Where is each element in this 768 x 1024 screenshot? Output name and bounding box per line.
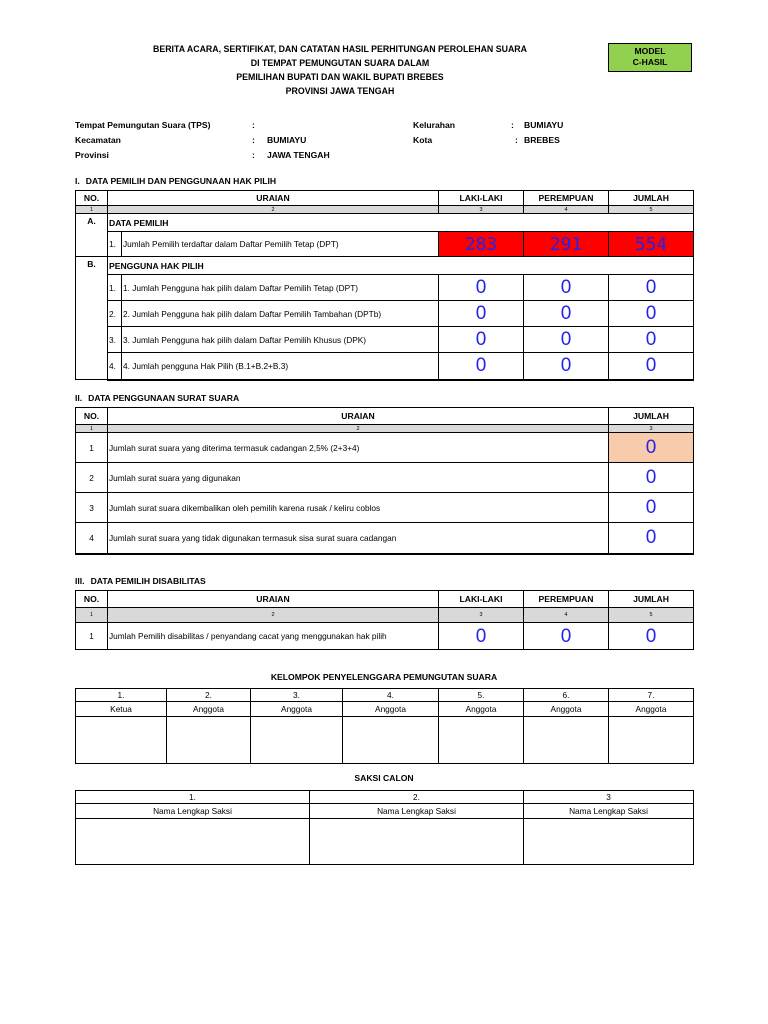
provinsi-label: Provinsi bbox=[75, 150, 109, 160]
row-description: Jumlah surat suara dikembalikan oleh pemilih karena rusak / keliru coblos bbox=[108, 493, 609, 523]
header-no: NO. bbox=[76, 191, 108, 206]
section-1-number: I. bbox=[75, 176, 80, 186]
section-2-heading bbox=[75, 392, 239, 404]
header-uraian: URAIAN bbox=[108, 591, 439, 608]
kpps-number-row bbox=[76, 689, 694, 702]
voter-data-table bbox=[75, 190, 694, 381]
saksi-table bbox=[75, 790, 694, 865]
column-number: 5 bbox=[609, 206, 694, 214]
column-number: 3 bbox=[439, 206, 524, 214]
saksi-signature-cell bbox=[76, 819, 310, 865]
group-b-header-row bbox=[76, 257, 694, 275]
kpps-member-role: Anggota bbox=[251, 702, 343, 717]
column-number: 1 bbox=[76, 206, 108, 214]
header-no: NO. bbox=[76, 591, 108, 608]
laki-laki-value: 0 bbox=[439, 353, 524, 380]
kpps-member-number: 7. bbox=[609, 689, 694, 702]
group-a-header-row bbox=[76, 214, 694, 232]
group-a-label: DATA PEMILIH bbox=[108, 214, 694, 232]
column-number: 2 bbox=[108, 608, 439, 623]
kpps-member-number: 5. bbox=[439, 689, 524, 702]
kpps-signature-cell bbox=[524, 717, 609, 764]
saksi-number: 1. bbox=[76, 791, 310, 804]
kpps-signature-cell bbox=[251, 717, 343, 764]
kpps-member-number: 1. bbox=[76, 689, 167, 702]
table-header-row bbox=[76, 191, 694, 206]
table-row bbox=[76, 463, 694, 493]
section-2-title: DATA PENGGUNAAN SURAT SUARA bbox=[88, 393, 240, 403]
kpps-table bbox=[75, 688, 694, 764]
kpps-member-role: Anggota bbox=[167, 702, 251, 717]
table-row bbox=[76, 623, 694, 650]
header-uraian: URAIAN bbox=[108, 191, 439, 206]
saksi-name-label: Nama Lengkap Saksi bbox=[76, 804, 310, 819]
jumlah-value: 0 bbox=[609, 301, 694, 327]
row-description: Jumlah Pemilih terdaftar dalam Daftar Pemilih Tetap (DPT) bbox=[122, 232, 439, 257]
saksi-title: SAKSI CALON bbox=[354, 773, 414, 783]
ballots-returned-value: 0 bbox=[609, 493, 694, 523]
laki-laki-value: 0 bbox=[439, 301, 524, 327]
kpps-member-number: 2. bbox=[167, 689, 251, 702]
jumlah-value: 0 bbox=[609, 275, 694, 301]
perempuan-value: 0 bbox=[524, 275, 609, 301]
title-line-4: PROVINSI JAWA TENGAH bbox=[285, 86, 395, 96]
section-3-number: III. bbox=[75, 576, 85, 586]
kpps-member-role: Ketua bbox=[76, 702, 167, 717]
jumlah-value: 0 bbox=[609, 623, 694, 650]
title-line-2: DI TEMPAT PEMUNGUTAN SUARA DALAM bbox=[250, 58, 430, 68]
kpps-member-role: Anggota bbox=[524, 702, 609, 717]
kecamatan-separator: : bbox=[252, 135, 255, 145]
header-perempuan: PEREMPUAN bbox=[524, 591, 609, 608]
column-number: 2 bbox=[108, 206, 439, 214]
column-number: 4 bbox=[524, 206, 609, 214]
table-row bbox=[76, 433, 694, 463]
saksi-name-label: Nama Lengkap Saksi bbox=[310, 804, 524, 819]
kecamatan-label: Kecamatan bbox=[75, 135, 121, 145]
title-line-3: PEMILIHAN BUPATI DAN WAKIL BUPATI BREBES bbox=[236, 72, 444, 82]
perempuan-value: 0 bbox=[524, 623, 609, 650]
saksi-number: 3 bbox=[524, 791, 694, 804]
column-number: 3 bbox=[439, 608, 524, 623]
saksi-number-row bbox=[76, 791, 694, 804]
table-row bbox=[76, 275, 694, 301]
saksi-signature-cell bbox=[524, 819, 694, 865]
laki-laki-value: 0 bbox=[439, 623, 524, 650]
kota-label: Kota bbox=[413, 135, 433, 145]
tps-separator: : bbox=[252, 120, 255, 130]
jumlah-value: 0 bbox=[609, 327, 694, 353]
kpps-member-number: 4. bbox=[343, 689, 439, 702]
column-number: 5 bbox=[609, 608, 694, 623]
kpps-title: KELOMPOK PENYELENGGARA PEMUNGUTAN SUARA bbox=[270, 672, 498, 682]
kpps-signature-cell bbox=[439, 717, 524, 764]
row-description: 1. Jumlah Pengguna hak pilih dalam Daftar Pemilih Tetap (DPT) bbox=[122, 275, 439, 301]
row-number: 4 bbox=[76, 523, 108, 554]
row-sub-number: 1. bbox=[108, 232, 122, 257]
row-sub-number: 3. bbox=[108, 327, 122, 353]
row-number: 1 bbox=[76, 433, 108, 463]
group-a-code: A. bbox=[76, 214, 108, 257]
kecamatan-value: BUMIAYU bbox=[267, 135, 307, 145]
section-3-heading bbox=[75, 575, 206, 587]
kpps-member-role: Anggota bbox=[439, 702, 524, 717]
column-number: 2 bbox=[108, 425, 609, 433]
row-number: 1 bbox=[76, 623, 108, 650]
kpps-member-role: Anggota bbox=[343, 702, 439, 717]
row-description: Jumlah surat suara yang tidak digunakan termasuk sisa surat suara cadangan bbox=[108, 523, 609, 554]
kpps-signature-cell bbox=[76, 717, 167, 764]
kpps-member-number: 6. bbox=[524, 689, 609, 702]
group-b-label: PENGGUNA HAK PILIH bbox=[108, 257, 694, 275]
header-jumlah: JUMLAH bbox=[609, 591, 694, 608]
header-no: NO. bbox=[76, 408, 108, 425]
row-sub-number: 2. bbox=[108, 301, 122, 327]
kpps-signature-cell bbox=[167, 717, 251, 764]
tps-label: Tempat Pemungutan Suara (TPS) bbox=[75, 120, 211, 130]
header-jumlah: JUMLAH bbox=[609, 191, 694, 206]
table-row bbox=[76, 493, 694, 523]
table-row bbox=[76, 353, 694, 380]
provinsi-separator: : bbox=[252, 150, 255, 160]
perempuan-value: 0 bbox=[524, 301, 609, 327]
perempuan-value: 0 bbox=[524, 353, 609, 380]
table-row bbox=[76, 523, 694, 554]
kpps-member-number: 3. bbox=[251, 689, 343, 702]
column-number: 1 bbox=[76, 425, 108, 433]
row-description: 2. Jumlah Pengguna hak pilih dalam Daftar Pemilih Tambahan (DPTb) bbox=[122, 301, 439, 327]
section-3-title: DATA PEMILIH DISABILITAS bbox=[90, 576, 206, 586]
table-header-row bbox=[76, 591, 694, 608]
table-header-row bbox=[76, 408, 694, 425]
dpt-jumlah-value: 554 bbox=[609, 232, 694, 257]
column-number-row bbox=[76, 608, 694, 623]
column-number: 1 bbox=[76, 608, 108, 623]
section-2-number: II. bbox=[75, 393, 83, 403]
saksi-label-row bbox=[76, 804, 694, 819]
column-number-row bbox=[76, 425, 694, 433]
row-description: Jumlah Pemilih disabilitas / penyandang cacat yang menggunakan hak pilih bbox=[108, 623, 439, 650]
header-uraian: URAIAN bbox=[108, 408, 609, 425]
header-perempuan: PEREMPUAN bbox=[524, 191, 609, 206]
table-row bbox=[76, 301, 694, 327]
model-badge bbox=[608, 43, 692, 72]
kpps-member-role: Anggota bbox=[609, 702, 694, 717]
kpps-signature-cell bbox=[609, 717, 694, 764]
dpt-laki-laki-value: 283 bbox=[439, 232, 524, 257]
jumlah-value: 0 bbox=[609, 353, 694, 380]
ballots-received-value: 0 bbox=[609, 433, 694, 463]
model-badge-line-1: MODEL bbox=[634, 46, 666, 56]
ballots-used-value: 0 bbox=[609, 463, 694, 493]
kelurahan-label: Kelurahan bbox=[413, 120, 456, 130]
saksi-number: 2. bbox=[310, 791, 524, 804]
laki-laki-value: 0 bbox=[439, 327, 524, 353]
header-laki-laki: LAKI-LAKI bbox=[439, 591, 524, 608]
document-title bbox=[75, 42, 605, 98]
row-number: 3 bbox=[76, 493, 108, 523]
row-description: Jumlah surat suara yang diterima termasuk cadangan 2,5% (2+3+4) bbox=[108, 433, 609, 463]
section-1-title: DATA PEMILIH DAN PENGGUNAAN HAK PILIH bbox=[85, 176, 277, 186]
ballot-usage-table bbox=[75, 407, 694, 555]
kelurahan-separator: : bbox=[511, 120, 514, 130]
kpps-signature-cell bbox=[343, 717, 439, 764]
disability-voter-table bbox=[75, 590, 694, 650]
column-number-row bbox=[76, 206, 694, 214]
saksi-signature-cell bbox=[310, 819, 524, 865]
title-line-1: BERITA ACARA, SERTIFIKAT, DAN CATATAN HASIL PERHITUNGAN PEROLEHAN SUARA bbox=[152, 44, 528, 54]
row-sub-number: 4. bbox=[108, 353, 122, 380]
ballots-unused-value: 0 bbox=[609, 523, 694, 554]
kpps-role-row bbox=[76, 702, 694, 717]
kpps-signature-row bbox=[76, 717, 694, 764]
group-b-code: B. bbox=[76, 257, 108, 380]
row-description: 4. Jumlah pengguna Hak Pilih (B.1+B.2+B.3) bbox=[122, 353, 439, 380]
row-description: 3. Jumlah Pengguna hak pilih dalam Daftar Pemilih Khusus (DPK) bbox=[122, 327, 439, 353]
saksi-name-label: Nama Lengkap Saksi bbox=[524, 804, 694, 819]
model-badge-line-2: C-HASIL bbox=[632, 57, 668, 67]
table-row bbox=[76, 232, 694, 257]
perempuan-value: 0 bbox=[524, 327, 609, 353]
row-description: Jumlah surat suara yang digunakan bbox=[108, 463, 609, 493]
column-number: 4 bbox=[524, 608, 609, 623]
header-laki-laki: LAKI-LAKI bbox=[439, 191, 524, 206]
header-jumlah: JUMLAH bbox=[609, 408, 694, 425]
kelurahan-value: BUMIAYU bbox=[524, 120, 564, 130]
provinsi-value: JAWA TENGAH bbox=[267, 150, 330, 160]
table-row bbox=[76, 327, 694, 353]
laki-laki-value: 0 bbox=[439, 275, 524, 301]
column-number: 3 bbox=[609, 425, 694, 433]
kota-value: BREBES bbox=[524, 135, 560, 145]
dpt-perempuan-value: 291 bbox=[524, 232, 609, 257]
row-number: 2 bbox=[76, 463, 108, 493]
kota-separator: : bbox=[515, 135, 518, 145]
section-1-heading bbox=[75, 175, 276, 187]
row-sub-number: 1. bbox=[108, 275, 122, 301]
saksi-signature-row bbox=[76, 819, 694, 865]
